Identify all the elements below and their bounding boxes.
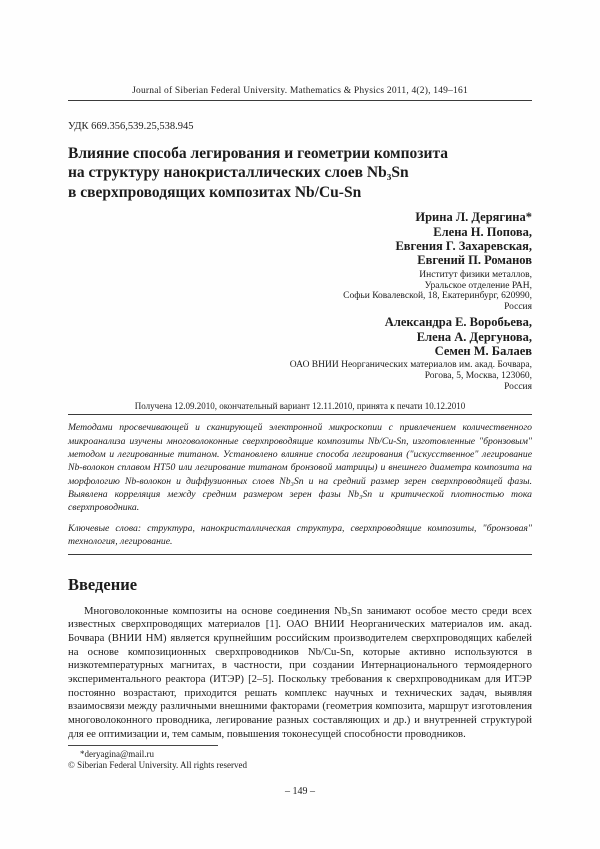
- affiliation-line: Софьи Ковалевской, 18, Екатеринбург, 620990,: [343, 291, 532, 302]
- author-name: Евгений П. Романов: [417, 253, 532, 268]
- article-title: [68, 144, 532, 202]
- page-number: – 149 –: [285, 786, 315, 797]
- affiliation-line: Институт физики металлов,: [419, 269, 532, 280]
- authors-block: [68, 210, 532, 393]
- author-name: Елена Н. Попова,: [433, 224, 532, 239]
- keywords-text: Ключевые слова: структура, нанокристаллическая структура, сверхпроводящие композиты, "бронзовая" технология, легирование.: [68, 522, 532, 555]
- author-name: Семен М. Балаев: [434, 344, 532, 359]
- author-name: Александра Е. Воробьева,: [384, 315, 532, 330]
- title-line-2: на структуру нанокристаллических слоев Nb₃Sn: [68, 164, 409, 182]
- affiliation-line: Россия: [504, 302, 532, 313]
- author-group-vniinm: [68, 315, 532, 393]
- footnote-block: [68, 745, 532, 770]
- author-group-imp: [68, 210, 532, 313]
- affiliation-line: ОАО ВНИИ Неорганических материалов им. акад. Бочвара,: [289, 360, 532, 371]
- page-content: [68, 0, 532, 770]
- abstract-text: Методами просвечивающей и сканирующей электронной микроскопии с привлечением количественного микроанализа изучены многоволоконные сверхпроводящие композиты Nb/Cu-Sn, изготовленные "бронзовым" методом и легированные титаном. Установлено влияние способа легирования ("искусственное" легирование Nb-волокон сплавом НТ50 или легирование титаном бронзовой матрицы) и внешнего диаметра композита на морфологию Nb-волокон и диффузионных слоев Nb₃Sn и на средний размер зерен сверхпроводящей фазы. Выявлена корреляция между средним размером зерен фазы Nb₃Sn и критической плотностью тока сверхпроводника.: [68, 422, 532, 514]
- journal-header: [68, 86, 532, 101]
- footnote-copyright: © Siberian Federal University. All rights reserved: [68, 760, 247, 771]
- footnote-rule: [68, 745, 218, 746]
- affiliation-imp: [68, 270, 532, 314]
- affiliation-vniinm: [68, 360, 532, 393]
- author-name: Ирина Л. Дерягина*: [415, 210, 532, 225]
- udk-code: УДК 669.356,539.25,538.945: [68, 121, 194, 132]
- affiliation-line: Рогова, 5, Москва, 123060,: [424, 371, 532, 382]
- footnote-email: *deryagina@mail.ru: [80, 749, 155, 760]
- received-dates-line: Получена 12.09.2010, окончательный вариант 12.11.2010, принята к печати 10.12.2010: [68, 401, 532, 415]
- section-heading-introduction: Введение: [68, 574, 138, 594]
- affiliation-line: Уральское отделение РАН,: [424, 280, 532, 291]
- intro-paragraph: Многоволоконные композиты на основе соединения Nb₃Sn занимают особое место среди всех известных сверхпроводящих материалов [1]. ОАО ВНИИ Неорганических материалов им. акад. Бочвара (ВНИИ НМ) является крупнейшим российским производителем сверхпроводящих кабелей на основе композиционных сверхпроводников Nb/Cu-Sn, которые активно используются в низкотемпературных магнитах, в частности, при создании Интернационального термоядерного экспериментального реактора (ИТЭР) [2–5]. Поскольку требования к сверхпроводникам для ИТЭР постоянно возрастают, приходится решать комплекс научных и технических задач, выявляя взаимосвязи между различными внешними факторами (геометрия композита, маршрут изготовления многоволоконного проводника, легирование разных составляющих и др.) и внутренней структурой для ее оптимизации и, тем самым, повышения токонесущей способности проводников.: [68, 604, 532, 740]
- title-line-3: в сверхпроводящих композитах Nb/Cu-Sn: [68, 183, 362, 201]
- title-line-1: Влияние способа легирования и геометрии композита: [68, 145, 449, 162]
- affiliation-line: Россия: [504, 382, 532, 393]
- author-name: Елена А. Дергунова,: [416, 329, 532, 344]
- author-name: Евгения Г. Захаревская,: [395, 238, 532, 253]
- journal-header-text: Journal of Siberian Federal University. Mathematics & Physics 2011, 4(2), 149–161: [132, 86, 468, 96]
